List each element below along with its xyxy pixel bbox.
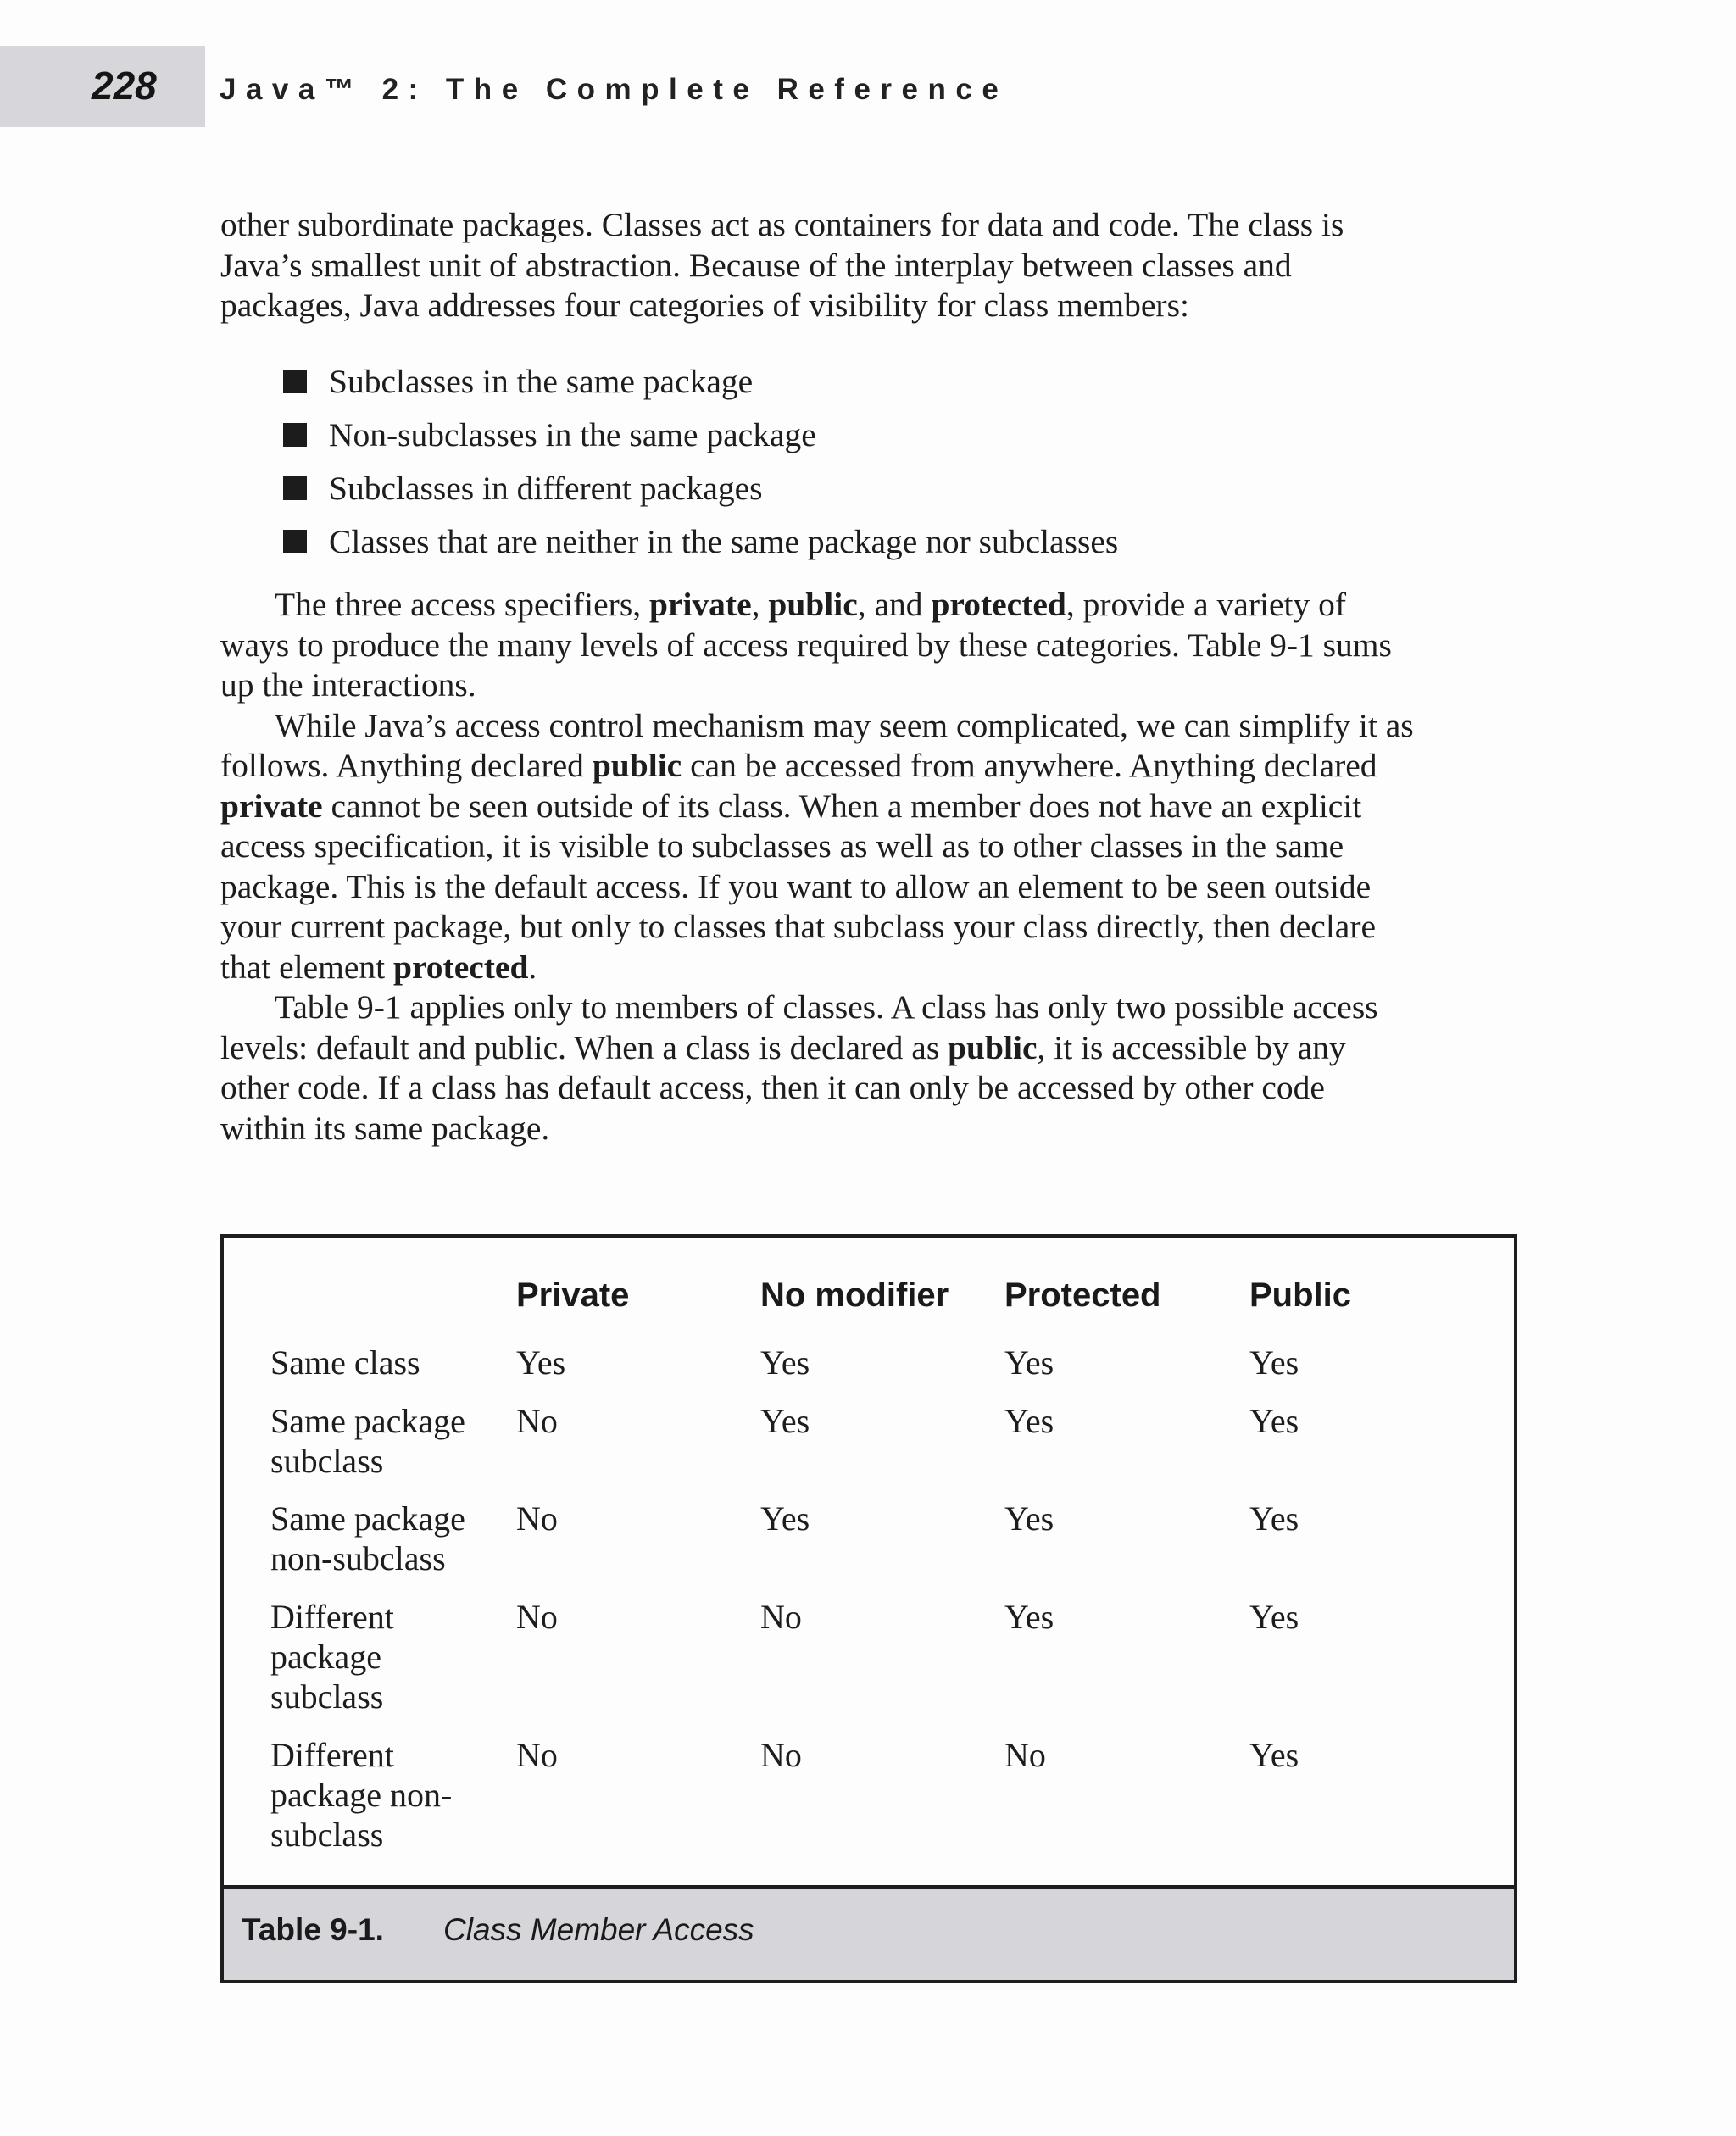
text-run: cannot be seen outside of its class. When a member does not have an explicit <box>322 787 1362 825</box>
running-title: Java™ 2: The Complete Reference <box>220 73 1009 106</box>
list-item <box>283 408 1118 461</box>
text-run: that element <box>220 948 393 986</box>
table-body <box>224 1238 1514 1882</box>
table-cell: Yes <box>760 1343 810 1382</box>
square-bullet-icon <box>283 530 307 553</box>
text-line: other subordinate packages. Classes act as containers for data and code. The class is <box>220 206 1344 243</box>
text-line: While Java’s access control mechanism may seem complicated, we can simplify it as <box>275 706 1414 744</box>
text-line: within its same package. <box>220 1109 550 1147</box>
column-header-no-modifier: No modifier <box>760 1277 949 1314</box>
text-line: packages, Java addresses four categories of visibility for class members: <box>220 286 1189 324</box>
access-table <box>220 1234 1517 1983</box>
keyword-protected: protected <box>931 586 1066 623</box>
text-line <box>220 787 1517 827</box>
text-run: , it is accessible by any <box>1037 1028 1346 1066</box>
square-bullet-icon <box>283 423 307 447</box>
square-bullet-icon <box>283 476 307 500</box>
text-line <box>220 948 1517 988</box>
text-line: ways to produce the many levels of access required by these categories. Table 9-1 sums <box>220 626 1392 664</box>
text-run: can be accessed from anywhere. Anything declared <box>682 747 1377 784</box>
list-item <box>283 354 1118 408</box>
paragraph-intro <box>220 205 1517 326</box>
row-header: Different package non-subclass <box>270 1736 453 1854</box>
list-item-text: Non-subclasses in the same package <box>329 415 816 453</box>
table-cell: Yes <box>1249 1402 1299 1440</box>
keyword-public: public <box>768 586 858 623</box>
text-line <box>220 585 1517 626</box>
text-run: . <box>528 948 537 986</box>
table-caption <box>224 1885 1514 1980</box>
text-line <box>220 1028 1517 1069</box>
text-run: The three access specifiers, <box>275 586 649 623</box>
list-item-text: Classes that are neither in the same package nor subclasses <box>329 522 1119 560</box>
text-line: up the interactions. <box>220 666 476 704</box>
text-run: follows. Anything declared <box>220 747 593 784</box>
keyword-private: private <box>220 787 323 825</box>
text-run: , and <box>857 586 932 623</box>
table-cell: Yes <box>1249 1736 1299 1774</box>
row-header: Same package non-subclass <box>270 1499 465 1577</box>
table-cell: Yes <box>1249 1343 1299 1382</box>
text-run: , <box>751 586 769 623</box>
keyword-private: private <box>648 586 752 623</box>
text-line: your current package, but only to classes that subclass your class directly, then declare <box>220 908 1377 945</box>
table-cell: No <box>516 1402 558 1440</box>
table-cell: Yes <box>760 1402 810 1440</box>
table-cell: No <box>516 1499 558 1538</box>
table-cell: Yes <box>1004 1598 1054 1636</box>
column-header-public: Public <box>1249 1277 1352 1314</box>
table-cell: No <box>516 1736 558 1774</box>
keyword-protected: protected <box>393 948 529 986</box>
body-text <box>220 585 1517 1149</box>
text-run: levels: default and public. When a class is declared as <box>220 1028 949 1066</box>
column-header-private: Private <box>516 1277 630 1314</box>
list-item-text: Subclasses in the same package <box>329 362 754 400</box>
page-number: 228 <box>92 64 157 108</box>
table-cell: No <box>516 1598 558 1636</box>
text-line: Table 9-1 applies only to members of classes. A class has only two possible access <box>275 988 1378 1026</box>
column-header-protected: Protected <box>1004 1277 1161 1314</box>
text-run: , provide a variety of <box>1066 586 1346 623</box>
table-cell: Yes <box>1004 1343 1054 1382</box>
text-line: other code. If a class has default access, then it can only be accessed by other code <box>220 1069 1325 1106</box>
table-cell: Yes <box>760 1499 810 1538</box>
caption-title: Class Member Access <box>443 1912 754 1947</box>
keyword-public: public <box>948 1028 1038 1066</box>
keyword-public: public <box>592 747 682 784</box>
table-cell: No <box>1004 1736 1046 1774</box>
row-header: Same package subclass <box>270 1402 465 1480</box>
square-bullet-icon <box>283 370 307 393</box>
list-item <box>283 515 1118 568</box>
table-cell: Yes <box>1249 1499 1299 1538</box>
table-cell: No <box>760 1598 802 1636</box>
row-header: Different package subclass <box>270 1598 394 1716</box>
list-item <box>283 461 1118 515</box>
table-cell: Yes <box>1004 1402 1054 1440</box>
text-line <box>220 746 1517 787</box>
list-item-text: Subclasses in different packages <box>329 469 763 507</box>
visibility-categories-list <box>283 354 1118 568</box>
table-cell: Yes <box>1004 1499 1054 1538</box>
text-line: access specification, it is visible to subclasses as well as to other classes in the same <box>220 827 1344 865</box>
text-line: Java’s smallest unit of abstraction. Because of the interplay between classes and <box>220 246 1292 284</box>
row-header: Same class <box>270 1343 420 1382</box>
text-line: package. This is the default access. If you want to allow an element to be seen outside <box>220 867 1372 905</box>
table-cell: Yes <box>516 1343 566 1382</box>
caption-label: Table 9-1. <box>242 1912 384 1947</box>
table-cell: No <box>760 1736 802 1774</box>
table-cell: Yes <box>1249 1598 1299 1636</box>
